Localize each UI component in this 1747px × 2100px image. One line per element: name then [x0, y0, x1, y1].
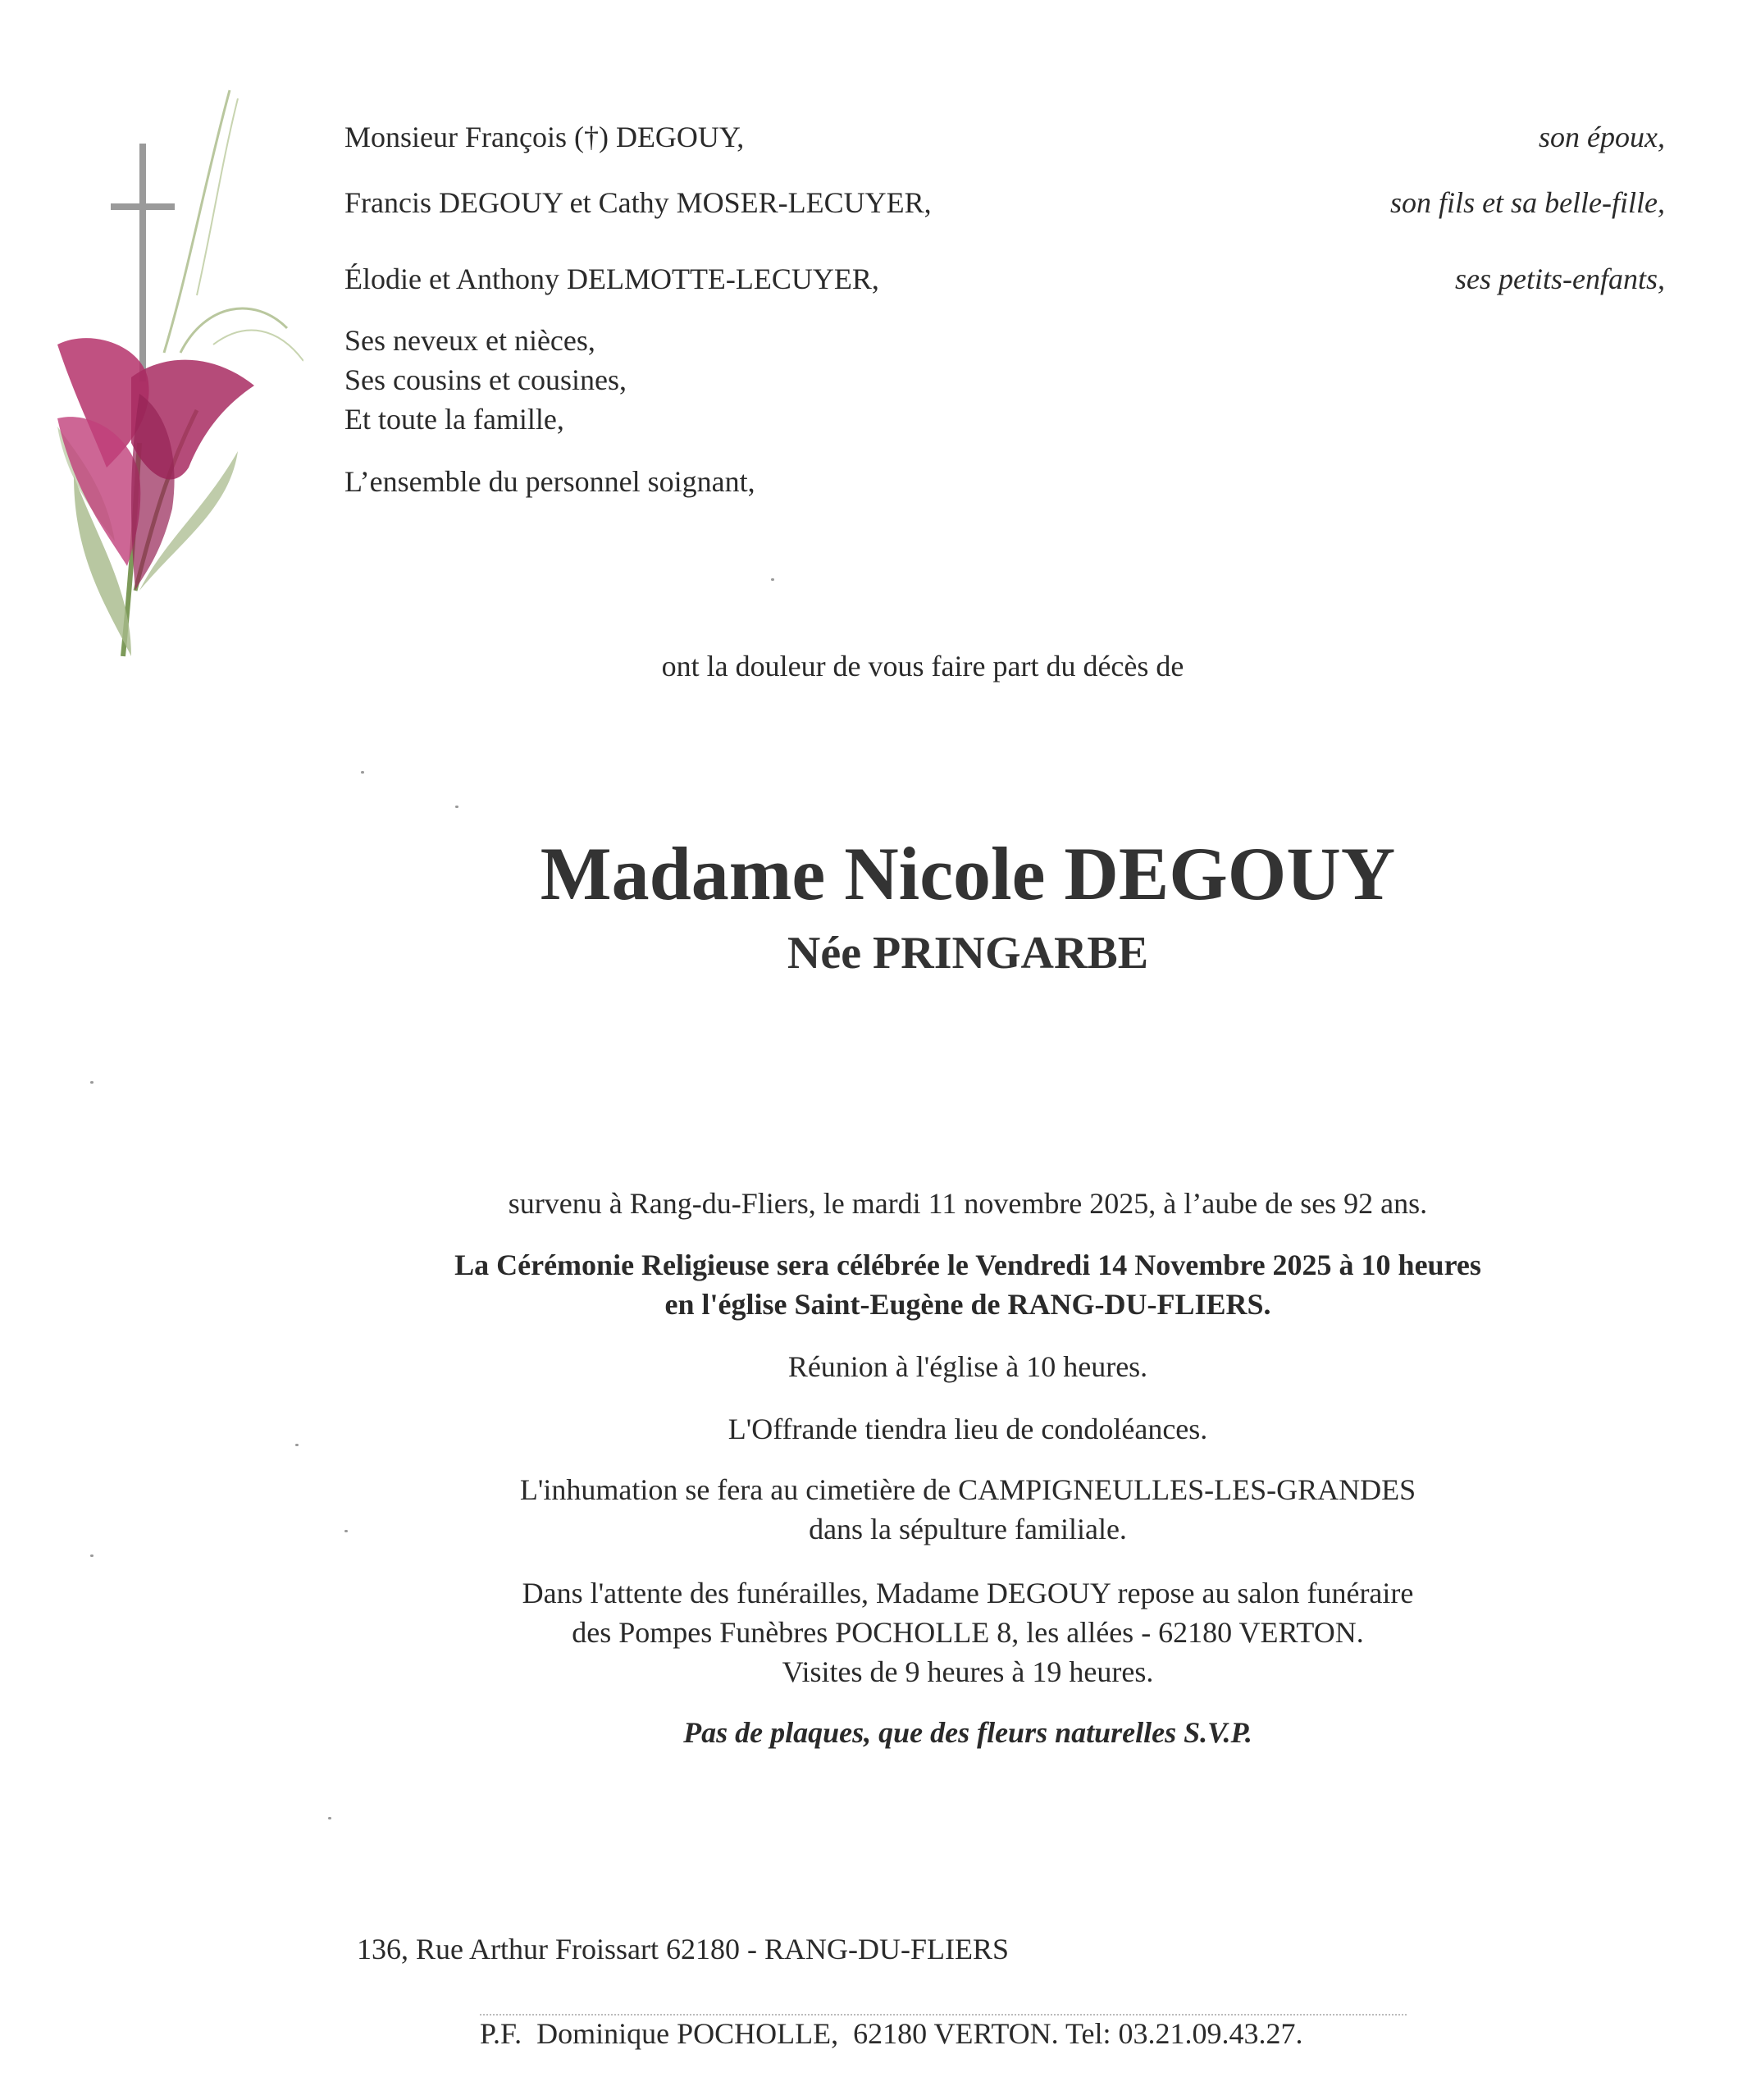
deceased-name: Madame Nicole DEGOUY	[540, 832, 1396, 915]
ceremony-line-2: en l'église Saint-Eugène de RANG-DU-FLIERS.	[664, 1288, 1271, 1321]
others-line-3: Et toute la famille,	[344, 403, 564, 436]
death-details: survenu à Rang-du-Fliers, le mardi 11 novembre 2025, à l’aube de ses 92 ans.	[508, 1187, 1428, 1220]
address-line: 136, Rue Arthur Froissart 62180 - RANG-DU-FLIERS	[357, 1933, 1009, 1965]
scan-speck	[361, 771, 364, 774]
family-relation-3: ses petits-enfants,	[1455, 262, 1665, 295]
repose-line-2: des Pompes Funèbres POCHOLLE 8, les allées - 62180 VERTON.	[572, 1616, 1364, 1649]
family-name-1: Monsieur François (†) DEGOUY,	[344, 121, 745, 153]
meeting-line: Réunion à l'église à 10 heures.	[787, 1350, 1148, 1383]
family-name-3: Élodie et Anthony DELMOTTE-LECUYER,	[344, 262, 879, 295]
scan-speck	[295, 1444, 299, 1446]
scan-speck	[328, 1817, 331, 1819]
scan-speck	[90, 1554, 94, 1557]
funeral-home-footer: P.F. Dominique POCHOLLE, 62180 VERTON. Tel: 03.21.09.43.27.	[480, 2017, 1303, 2050]
visits-line: Visites de 9 heures à 19 heures.	[782, 1655, 1154, 1688]
burial-line-1: L'inhumation se fera au cimetière de CAMPIGNEULLES-LES-GRANDES	[519, 1473, 1416, 1506]
scan-speck	[455, 806, 458, 808]
announcement: ont la douleur de vous faire part du décès de	[661, 650, 1184, 682]
flowers-note: Pas de plaques, que des fleurs naturelles S.V.P.	[683, 1716, 1252, 1749]
family-relation-2: son fils et sa belle-fille,	[1390, 186, 1665, 219]
ceremony-line-1: La Cérémonie Religieuse sera célébrée le Vendredi 14 Novembre 2025 à 10 heures	[454, 1249, 1481, 1281]
scan-speck	[344, 1530, 348, 1532]
scan-speck	[90, 1081, 94, 1084]
repose-line-1: Dans l'attente des funérailles, Madame DEGOUY repose au salon funéraire	[522, 1577, 1414, 1609]
flower-cross-illustration	[41, 82, 303, 673]
offering-line: L'Offrande tiendra lieu de condoléances.	[728, 1413, 1208, 1445]
birth-name: Née PRINGARBE	[787, 928, 1149, 979]
staff-line: L’ensemble du personnel soignant,	[344, 465, 755, 498]
scan-speck	[771, 578, 774, 581]
family-name-2: Francis DEGOUY et Cathy MOSER-LECUYER,	[344, 186, 932, 219]
others-line-1: Ses neveux et nièces,	[344, 324, 595, 357]
family-relation-1: son époux,	[1539, 121, 1665, 153]
burial-line-2: dans la sépulture familiale.	[809, 1513, 1127, 1545]
others-line-2: Ses cousins et cousines,	[344, 363, 627, 396]
